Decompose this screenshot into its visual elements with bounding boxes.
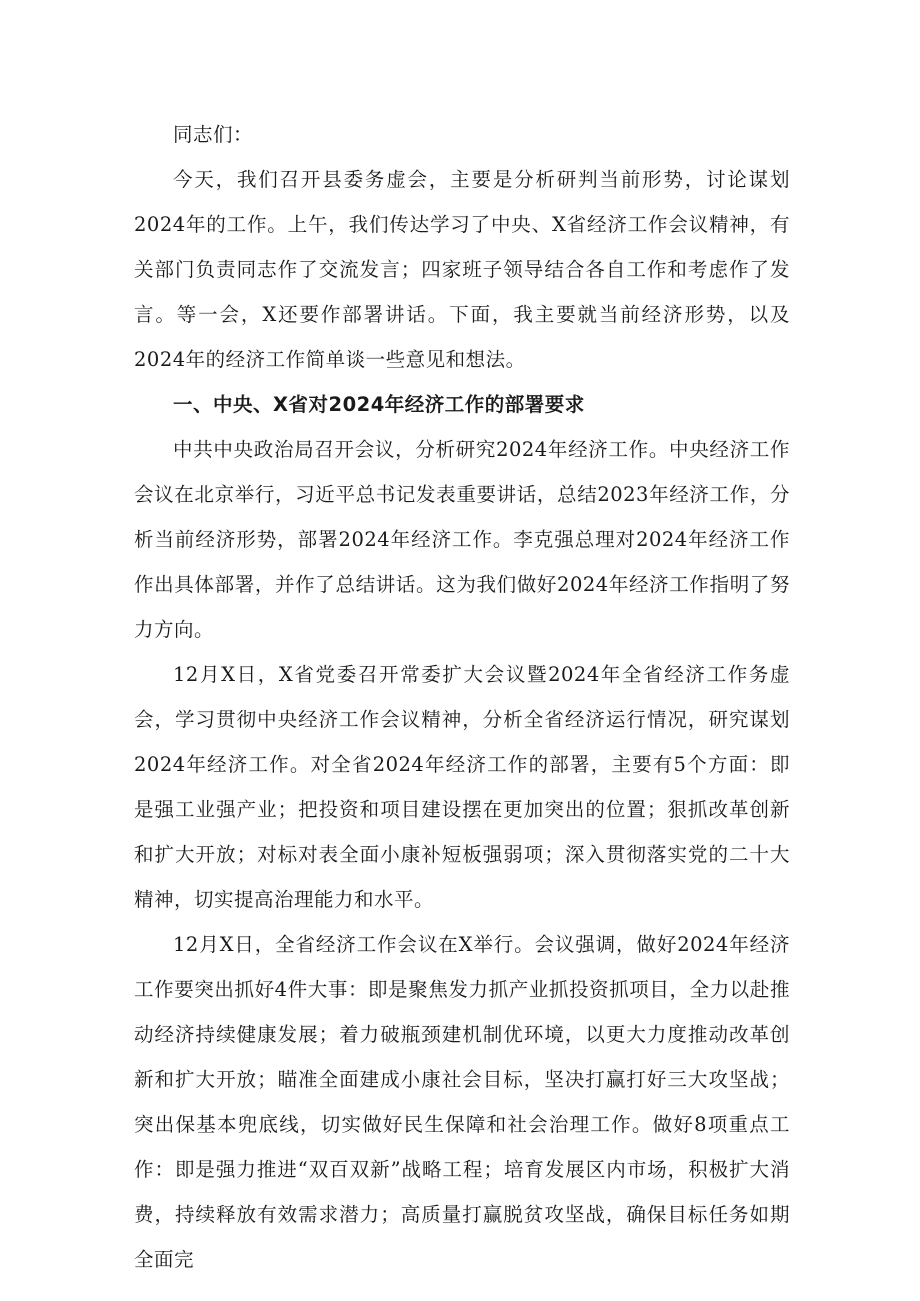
salutation: 同志们： bbox=[173, 123, 254, 146]
document-body bbox=[134, 112, 790, 1282]
paragraph-intro: 今天，我们召开县委务虚会，主要是分析研判当前形势，讨论谋划2024年的工作。上午，我们传达学习了中央、X省经济工作会议精神，有关部门负责同志作了交流发言；四家班子领导结合各自工作和考虑作了发言。等一会，X还要作部署讲话。下面，我主要就当前经济形势，以及2024年的经济工作简单谈一些意见和想法。 bbox=[134, 168, 790, 371]
paragraph-province-committee: 12月X日，X省党委召开常委扩大会议暨2024年全省经济工作务虚会，学习贯彻中央经济工作会议精神，分析全省经济运行情况，研究谋划2024年经济工作。对全省2024年经济工作的部署，主要有5个方面：即是强工业强产业；把投资和项目建设摆在更加突出的位置；狠抓改革创新和扩大开放；对标对表全面小康补短板强弱项；深入贯彻落实党的二十大精神，切实提高治理能力和水平。 bbox=[134, 663, 790, 911]
paragraph-province-conference: 12月X日，全省经济工作会议在X举行。会议强调，做好2024年经济工作要突出抓好4件大事：即是聚焦发力抓产业抓投资抓项目，全力以赴推动经济持续健康发展；着力破瓶颈建机制优环境，以更大力度推动改革创新和扩大开放；瞄准全面建成小康社会目标，坚决打赢打好三大攻坚战；突出保基本兜底线，切实做好民生保障和社会治理工作。做好8项重点工作：即是强力推进“双百双新”战略工程；培育发展区内市场，积极扩大消费，持续释放有效需求潜力；高质量打赢脱贫攻坚战，确保目标任务如期全面完 bbox=[134, 933, 790, 1271]
paragraph-central-meeting: 中共中央政治局召开会议，分析研究2024年经济工作。中央经济工作会议在北京举行，习近平总书记发表重要讲话，总结2023年经济工作，分析当前经济形势，部署2024年经济工作。李克强总理对2024年经济工作作出具体部署，并作了总结讲话。这为我们做好2024年经济工作指明了努力方向。 bbox=[134, 438, 790, 641]
section-heading: 一、中央、X省对2024年经济工作的部署要求 bbox=[173, 393, 585, 416]
